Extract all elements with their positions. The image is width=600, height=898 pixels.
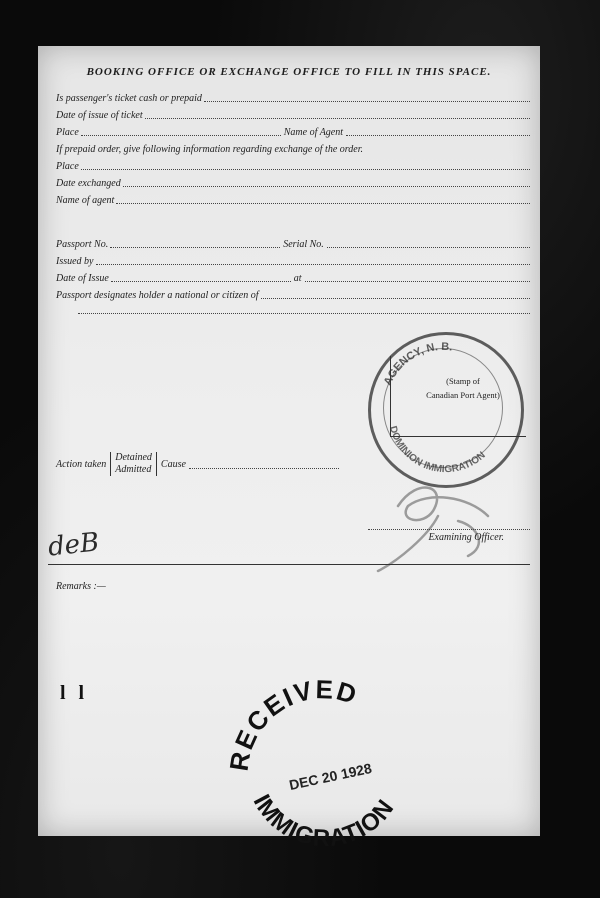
row-place2 <box>56 158 530 172</box>
fill-line <box>204 92 530 102</box>
label-at: at <box>293 273 302 284</box>
row-issued-by <box>56 253 530 267</box>
row-prepaid-note <box>56 141 530 155</box>
label-place: Place <box>56 127 79 138</box>
option-admitted: Admitted <box>115 464 152 475</box>
label-passport-no: Passport No. <box>56 239 109 250</box>
svg-text:IMMIGRATION <box>248 790 400 846</box>
fill-line <box>116 194 530 204</box>
stamp-label-line1: (Stamp of <box>446 376 480 386</box>
label-remarks: Remarks :— <box>56 581 106 592</box>
stamp-ring-side-text: DOMINION IMMIGRATION <box>386 424 488 476</box>
label-date-of-issue: Date of Issue <box>56 273 109 284</box>
fill-line <box>305 272 530 282</box>
fill-line <box>123 177 530 187</box>
fill-line <box>327 238 530 248</box>
label-issued-by: Issued by <box>56 256 94 267</box>
label-date-of-issue-ticket: Date of issue of ticket <box>56 110 143 121</box>
received-date: DEC 20 1928 <box>287 759 374 793</box>
option-detained: Detained <box>115 452 152 463</box>
row-ticket-cash-prepaid <box>56 90 530 104</box>
immigration-text: IMMIGRATION <box>247 790 400 846</box>
label-ticket-cash-prepaid: Is passenger's ticket cash or prepaid <box>56 93 202 104</box>
fill-line <box>111 272 291 282</box>
handwritten-initials: deB <box>46 527 101 563</box>
action-options <box>110 452 157 476</box>
stamp-ring-top-text: AGENCY, N. B. <box>381 340 454 388</box>
label-date-exchanged: Date exchanged <box>56 178 121 189</box>
fill-line-continuation <box>78 312 530 314</box>
fill-line <box>81 126 281 136</box>
row-date-of-issue-ticket <box>56 107 530 121</box>
row-passport-serial <box>56 236 530 250</box>
fill-line <box>96 255 531 265</box>
label-serial-no: Serial No. <box>283 239 324 250</box>
label-place2: Place <box>56 161 79 172</box>
fill-line <box>346 126 530 136</box>
examining-officer-line <box>368 528 530 530</box>
fill-line <box>110 238 280 248</box>
row-date-of-issue <box>56 270 530 284</box>
fill-line <box>81 160 530 170</box>
officer-signature <box>338 466 508 576</box>
stamp-label-line2: Canadian Port Agent) <box>426 390 500 400</box>
port-agent-stamp-label <box>408 374 518 402</box>
document-card <box>38 46 540 846</box>
row-name-of-agent2 <box>56 192 530 206</box>
action-taken-row <box>56 452 339 476</box>
label-cause: Cause <box>160 458 186 470</box>
received-text: RECEIVED <box>223 674 362 773</box>
label-prepaid-note: If prepaid order, give following information regarding exchange of the order. <box>56 144 364 155</box>
label-passport-nationality: Passport designates holder a national or citizen of <box>56 290 259 301</box>
row-passport-nationality <box>56 287 530 301</box>
handwritten-marks: l l <box>60 682 89 704</box>
fill-line <box>189 459 339 469</box>
label-name-of-agent: Name of Agent <box>283 127 344 138</box>
form-heading: BOOKING OFFICE OR EXCHANGE OFFICE TO FILL IN THIS SPACE. <box>86 66 492 78</box>
svg-text:RECEIVED <box>224 674 362 773</box>
fill-line <box>145 109 530 119</box>
label-action-taken: Action taken <box>56 458 107 470</box>
row-place-agent <box>56 124 530 138</box>
received-immigration-stamp <box>218 666 418 846</box>
label-name-of-agent2: Name of agent <box>56 195 115 206</box>
label-examining-officer: Examining Officer. <box>428 532 504 543</box>
row-date-exchanged <box>56 175 530 189</box>
separator-line <box>48 564 530 565</box>
fill-line <box>261 289 531 299</box>
